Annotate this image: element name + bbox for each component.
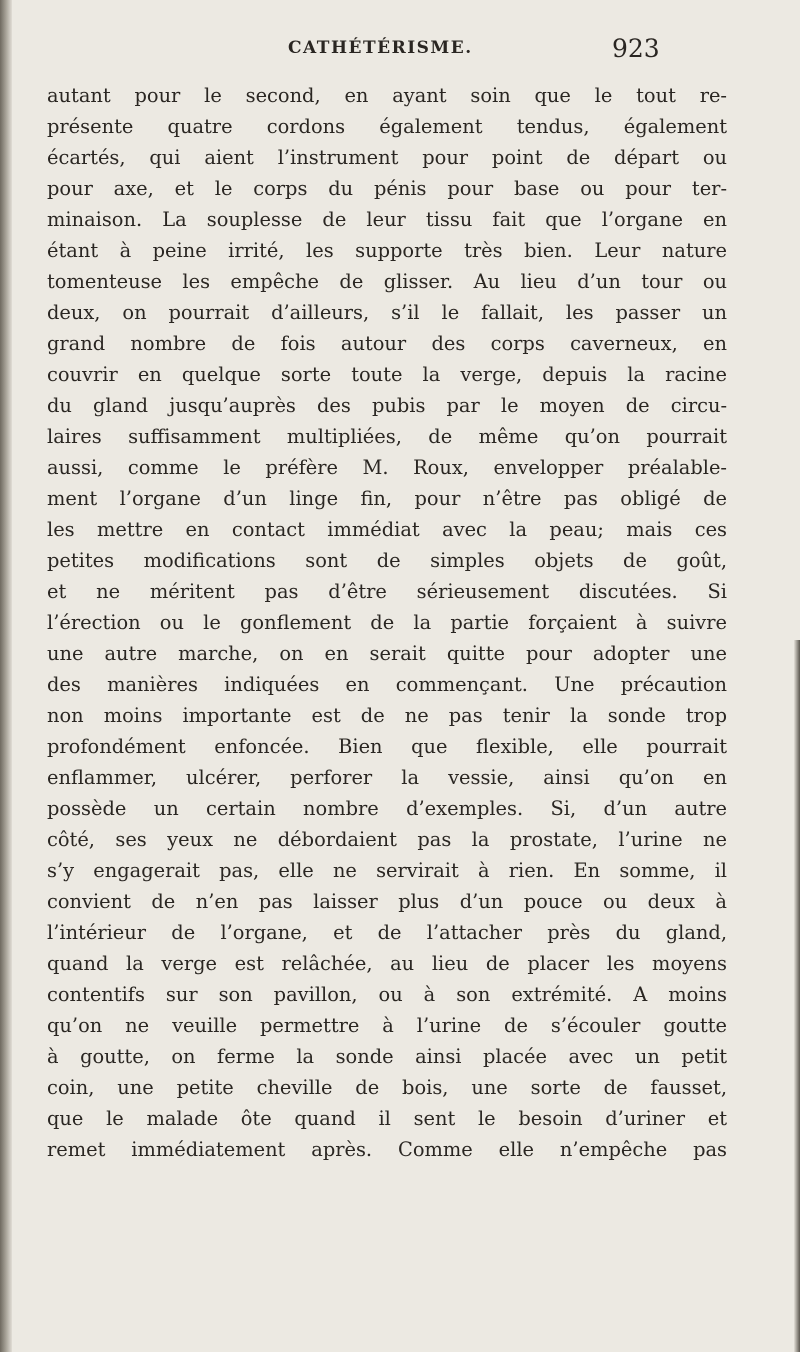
binding-gutter-shadow (0, 0, 12, 1352)
body-text (47, 80, 727, 1165)
text-line: ment l’organe d’un linge fin, pour n’être pas obligé de (47, 487, 727, 510)
text-line: remet immédiatement après. Comme elle n’empêche pas (47, 1138, 727, 1161)
text-line: aussi, comme le préfère M. Roux, envelopper préalable- (47, 456, 727, 479)
text-line: à goutte, on ferme la sonde ainsi placée avec un petit (47, 1045, 727, 1068)
running-head: CATHÉTÉRISME. (288, 38, 473, 58)
text-line: possède un certain nombre d’exemples. Si, d’un autre (47, 797, 727, 820)
text-line: et ne méritent pas d’être sérieusement discutées. Si (47, 580, 727, 603)
text-line: convient de n’en pas laisser plus d’un pouce ou deux à (47, 890, 727, 913)
text-line: tomenteuse les empêche de glisser. Au lieu d’un tour ou (47, 270, 727, 293)
text-line: côté, ses yeux ne débordaient pas la prostate, l’urine ne (47, 828, 727, 851)
text-line: coin, une petite cheville de bois, une sorte de fausset, (47, 1076, 727, 1099)
text-line: laires suffisamment multipliées, de même qu’on pourrait (47, 425, 727, 448)
text-line: pour axe, et le corps du pénis pour base ou pour ter- (47, 177, 727, 200)
text-line: minaison. La souplesse de leur tissu fait que l’organe en (47, 208, 727, 231)
page-number: 923 (612, 34, 660, 63)
text-line: étant à peine irrité, les supporte très bien. Leur nature (47, 239, 727, 262)
text-line: non moins importante est de ne pas tenir la sonde trop (47, 704, 727, 727)
text-line: autant pour le second, en ayant soin que le tout re- (47, 84, 727, 107)
text-line: enflammer, ulcérer, perforer la vessie, ainsi qu’on en (47, 766, 727, 789)
text-line: profondément enfoncée. Bien que flexible, elle pourrait (47, 735, 727, 758)
text-line: des manières indiquées en commençant. Une précaution (47, 673, 727, 696)
text-line: grand nombre de fois autour des corps caverneux, en (47, 332, 727, 355)
text-line: écartés, qui aient l’instrument pour point de départ ou (47, 146, 727, 169)
text-line: contentifs sur son pavillon, ou à son extrémité. A moins (47, 983, 727, 1006)
text-line: que le malade ôte quand il sent le besoin d’uriner et (47, 1107, 727, 1130)
text-line: couvrir en quelque sorte toute la verge, depuis la racine (47, 363, 727, 386)
text-line: qu’on ne veuille permettre à l’urine de s’écouler goutte (47, 1014, 727, 1037)
text-line: du gland jusqu’auprès des pubis par le moyen de circu- (47, 394, 727, 417)
text-line: une autre marche, on en serait quitte pour adopter une (47, 642, 727, 665)
text-line: s’y engagerait pas, elle ne servirait à rien. En somme, il (47, 859, 727, 882)
text-line: quand la verge est relâchée, au lieu de placer les moyens (47, 952, 727, 975)
text-line: l’érection ou le gonflement de la partie forçaient à suivre (47, 611, 727, 634)
text-line: présente quatre cordons également tendus, également (47, 115, 727, 138)
page-edge-shadow (794, 640, 800, 1352)
text-line: les mettre en contact immédiat avec la peau; mais ces (47, 518, 727, 541)
text-line: petites modifications sont de simples objets de goût, (47, 549, 727, 572)
text-line: l’intérieur de l’organe, et de l’attacher près du gland, (47, 921, 727, 944)
page-header (282, 34, 702, 68)
text-line: deux, on pourrait d’ailleurs, s’il le fallait, les passer un (47, 301, 727, 324)
